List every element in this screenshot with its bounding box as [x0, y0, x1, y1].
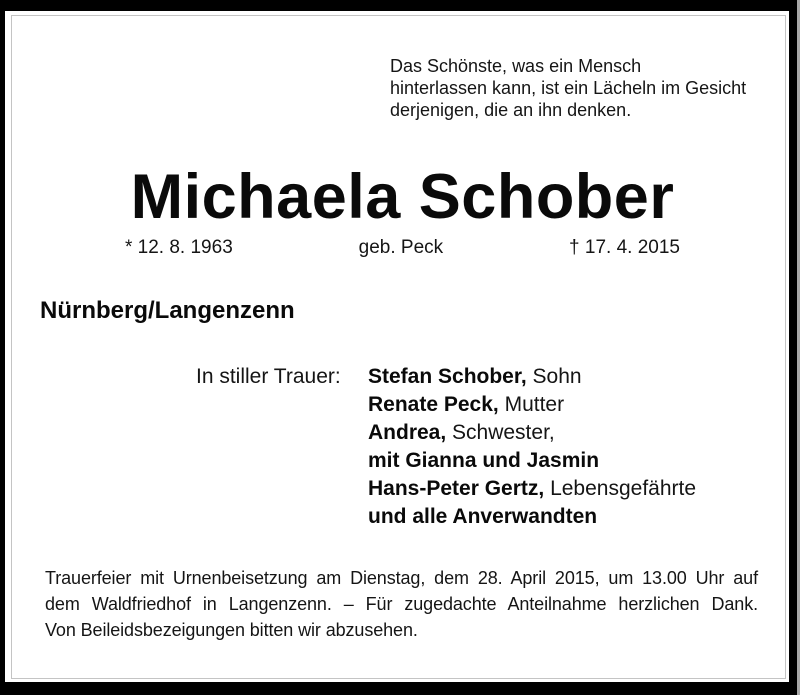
- frame-border-left: [0, 0, 5, 695]
- mourner-relation: Sohn: [526, 365, 582, 388]
- mourner-name: Renate Peck,: [368, 393, 499, 416]
- mourner-name: und alle Anverwandten: [368, 505, 598, 528]
- epitaph-quote-line: Das Schönste, was ein Mensch: [390, 56, 642, 76]
- mourner-entry: [368, 363, 696, 391]
- life-dates-row: [125, 237, 680, 259]
- mourners-list: [368, 363, 696, 531]
- frame-border-top: [0, 0, 797, 11]
- mourner-name: mit Gianna und Jasmin: [368, 449, 600, 472]
- mourner-relation: Lebensgefährte: [544, 477, 697, 500]
- epitaph-quote-line: hinterlassen kann, ist ein Lächeln im Gesicht: [390, 78, 747, 98]
- frame-border-right: [789, 0, 797, 695]
- mourner-entry: [368, 447, 696, 475]
- mourners-section: [196, 363, 696, 531]
- funeral-details: [45, 565, 758, 643]
- residence-location: Nürnberg/Langenzenn: [40, 297, 295, 324]
- mourner-entry: [368, 475, 696, 503]
- frame-border-bottom: [0, 682, 797, 695]
- funeral-details-line: Von Beileidsbezeigungen bitten wir abzusehen.: [45, 620, 418, 640]
- mourner-relation: Schwester,: [446, 421, 555, 444]
- deceased-header: [125, 162, 680, 259]
- mourner-name: Stefan Schober,: [368, 365, 527, 388]
- mourner-relation: Mutter: [498, 393, 565, 416]
- mourner-name: Andrea,: [368, 421, 447, 444]
- deceased-name: Michaela Schober: [130, 162, 675, 232]
- mourner-entry: [368, 391, 696, 419]
- mourner-name: Hans-Peter Gertz,: [368, 477, 545, 500]
- mourners-label: In stiller Trauer:: [196, 365, 341, 388]
- birth-date: * 12. 8. 1963: [125, 237, 233, 258]
- maiden-name: geb. Peck: [358, 237, 444, 258]
- funeral-details-line: dem Waldfriedhof in Langenzenn. – Für zugedachte Anteilnahme herzlichen Dank.: [45, 594, 758, 614]
- epitaph-quote: [390, 55, 746, 121]
- death-date: † 17. 4. 2015: [569, 237, 680, 258]
- funeral-details-line: Trauerfeier mit Urnenbeisetzung am Dienstag, dem 28. April 2015, um 13.00 Uhr auf: [45, 568, 758, 588]
- mourner-entry: [368, 419, 696, 447]
- epitaph-quote-line: derjenigen, die an ihn denken.: [390, 100, 632, 120]
- mourner-entry: [368, 503, 696, 531]
